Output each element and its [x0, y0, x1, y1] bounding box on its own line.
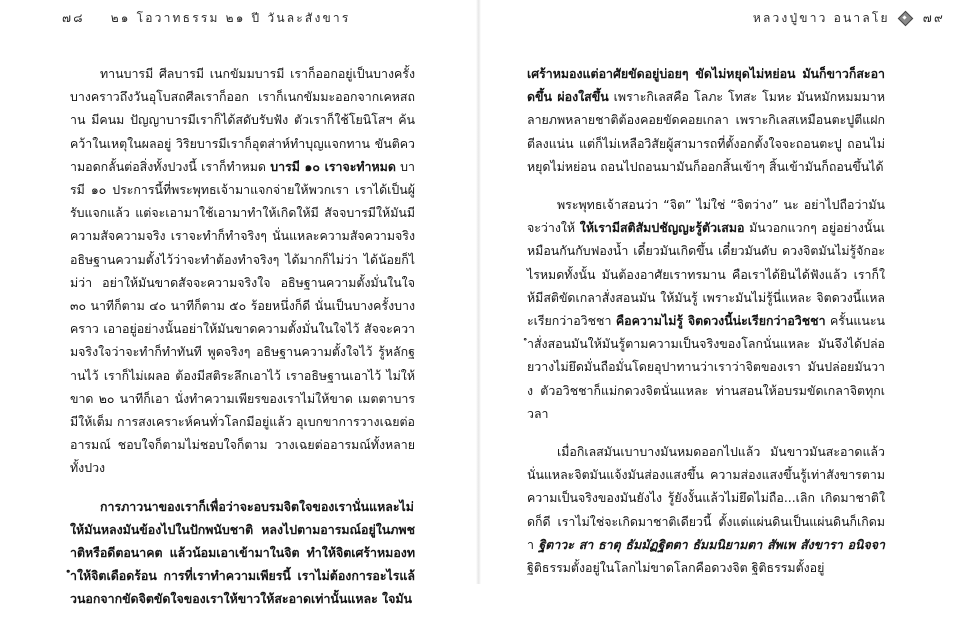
- right-page-header: [499, 9, 945, 31]
- pali-verse: ฐิตาวะ สา ธาตุ ธัมมัฏฐิตตา ธัมมนิยามตา สัพเพ สังขารา อนิจจา: [538, 536, 885, 552]
- emphasized-text: ให้เรามีสติสัมปชัญญะรู้ตัวเสมอ: [579, 220, 745, 236]
- emphasized-text: เศร้าหมองแต่อาศัยขัดอยู่บ่อยๆ ขัดไม่หยุดไม่หย่อน มันก็ขาวก็สะอาดขึ้น ผ่องใสขึ้น: [527, 66, 885, 105]
- body-text: พระพุทธเจ้าสอนว่า “จิต” ไม่ใช่ “จิตว่าง” นะ อย่าไปถือว่ามันจะว่างให้: [527, 197, 885, 236]
- paragraph: [527, 193, 885, 425]
- body-text: มันวอกแวกๆ อยู่อย่างนั้นเหมือนกันกับฟองน้ำ เดี๋ยวมันเกิดขึ้น เดี๋ยวมันดับ ดวงจิตมันไม่รู้จักอะไรหมดทั้งนั้น มันต้องอาศัยเราทรมาน คือเราได้ยินได้ฟังแล้ว เราก็ให้มีสติขัดเกลาสั่งสอนมัน ให้มันรู้ เพราะมันไม่รู้นี่แหละ จิตดวงนี้แหละเรียกว่าอวิชชา: [527, 220, 885, 329]
- diamond-ornament-icon: [898, 11, 911, 24]
- body-text: ครั้นแนะนำสั่งสอนมันให้มันรู้ตามความเป็นจริงของโลกนั่นแหละ มันจึงได้ปล่อยวางไม่ยึดมั่นถือมั่นโดยอุปาทานว่าเราว่าจิตของเรา มันปล่อยมันวาง ตัวอวิชชาก็แม่กดวงจิตนั่นแหละ ท่านสอนให้อบรมขัดเกลาจิตทุกเวลา: [527, 313, 885, 421]
- left-page-number: ๗๘: [62, 11, 85, 25]
- emphasized-text: การภาวนาของเราก็เพื่อว่าจะอบรมจิตใจของเรานั่นแหละไม่ให้มันหลงมันข้องไปในปักพนับชาติ หลงไปตามอารมณ์อยู่ในภพชาติหรือดีตอนาคต แล้วน้อมเอาเข้ามาในจิต ทำให้จิตเศร้าหมองทำให้จิตเดือดร้อน การที่เราทำความเพียรนี้ เราไม่ต้องการอะไรแล้วนอกจากขัดจิตขัดใจของเราให้ขาวให้สะอาดเท่านั้นแหละ ใจมัน: [70, 498, 415, 607]
- right-page-number: ๗๙: [922, 11, 945, 25]
- left-page-body: [70, 62, 415, 626]
- paragraph: [70, 62, 415, 480]
- emphasized-text: คือความไม่รู้ จิตดวงนี้น่ะเรียกว่าอวิชชา: [615, 313, 826, 329]
- right-author-title: หลวงปู่ขาว อนาลโย: [752, 11, 890, 25]
- paragraph: [527, 62, 885, 178]
- left-book-title: ๒๑ โอวาทธรรม ๒๑ ปี วันละสังขาร: [110, 11, 351, 25]
- body-text: เมื่อกิเลสมันเบาบางมันหมดออกไปแล้ว มันขาวมันสะอาดแล้วนั่นแหละจิตมันแจ้งมันส่องแสงขึ้น ความส่องแสงขึ้นรู้เท่าสังขารตามความเป็นจริงของมันยังไง รู้ยังงั้นแล้วไม่ยึดไม่ถือ...เลิก เกิดมาชาติใดก็ดี เราไม่ใช่จะเกิดมาชาติเดียวนี้ ตั้งแต่แผ่นดินเป็นแผ่นดินก็เกิดมา: [527, 444, 885, 552]
- right-page: [479, 0, 957, 584]
- left-page: [0, 0, 478, 607]
- paragraph: [70, 495, 415, 611]
- right-page-body: [527, 62, 885, 594]
- body-text: ฐิติธรรมตั้งอยู่ในโลกไม่ขาดโลกคือดวงจิต ฐิติธรรมตั้งอยู่: [527, 560, 825, 576]
- paragraph: [527, 440, 885, 579]
- body-text: ทานบารมี ศีลบารมี เนกขัมมบารมี เราก็ออกอยู่เป็นบางครั้งบางคราวถึงวันอุโบสถศีลเราก็ออก เราก็เนกขัมมะออกจากเคหสถาน มีคนม ปัญญาบารมีเราก็ได้สดับรับฟัง ตัวเราก็ใช้โยนิโสฯ ค้นคว้าในเหตุในผลอยู่ วิริยบารมีเราก็อุตส่าห์ทำบุญแจกทาน ขันติความอดกลั้นต่อสิ่งทั้งปวงนี้ เราก็ทำหมด: [70, 66, 415, 174]
- body-text: เพราะกิเลสคือ โลภะ โทสะ โมหะ มันหมักหมมมาหลายภพหลายชาติต้องคอยขัดคอยเกลา เพราะกิเลสเหมือนตะปูตีแฝก ตีลงแน่น แต่ก็ไม่เหลือวิสัยผู้สามารถที่ตั้งอกตั้งใจจะถอนตะปู ถอนไม่หยุดไม่หย่อน ถอนไปถอนมามันก็ออกสิ้นเข้าๆ สิ้นเข้ามันก็ถอนขึ้นได้: [527, 89, 885, 174]
- body-text: บารมี ๑๐ ประการนี้ที่พระพุทธเจ้ามาแจกจ่ายให้พวกเรา เราได้เป็นผู้รับแจกแล้ว แต่จะเอามาใช้เอามาทำให้เกิดให้มี สัจจบารมีให้มันมีความสัจความจริง เราจะทำก็ทำจริงๆ นั่นแหละความสัจความจริง อธิษฐานความตั้งไว้ว่าจะทำต้องทำจริงๆ ได้มากก็ไม่ว่า ได้น้อยก็ไม่ว่า อย่าให้มันขาดสัจจะความจริงใจ อธิษฐานความตั้งมั่นในใจ ๓๐ นาทีก็ตาม ๔๐ นาทีก็ตาม ๕๐ ร้อยหนึ่งก็ดี นั่นเป็นบางครั้งบางคราว เอาอยู่อย่างนั้นอย่าให้มันขาดความตั้งมั่นในใจไว้ สัจจะความจริงใจว่าจะทำก็ทำทันที พูดจริงๆ อธิษฐานความตั้งใจไว้ รู้หลักฐานไว้ เราก็ไม่เผลอ ต้องมีสติระลึกเอาไว้ เราอธิษฐานเอาไว้ ไม่ให้ขาด ๒๐ นาทีก็เอา นั่งทำความเพียรของเราไม่ให้ขาด เมตตาบารมีให้เต็ม การสงเคราะห์คนทั่วโลกมีอยู่แล้ว อุเบกขาการวางเฉยต่ออารมณ์ ชอบใจก็ตามไม่ชอบใจก็ตาม วางเฉยต่ออารมณ์ทั้งหลายทั้งปวง: [70, 158, 415, 476]
- emphasized-text: บารมี ๑๐ เราจะทำหมด: [270, 158, 396, 174]
- left-page-header: [62, 9, 458, 31]
